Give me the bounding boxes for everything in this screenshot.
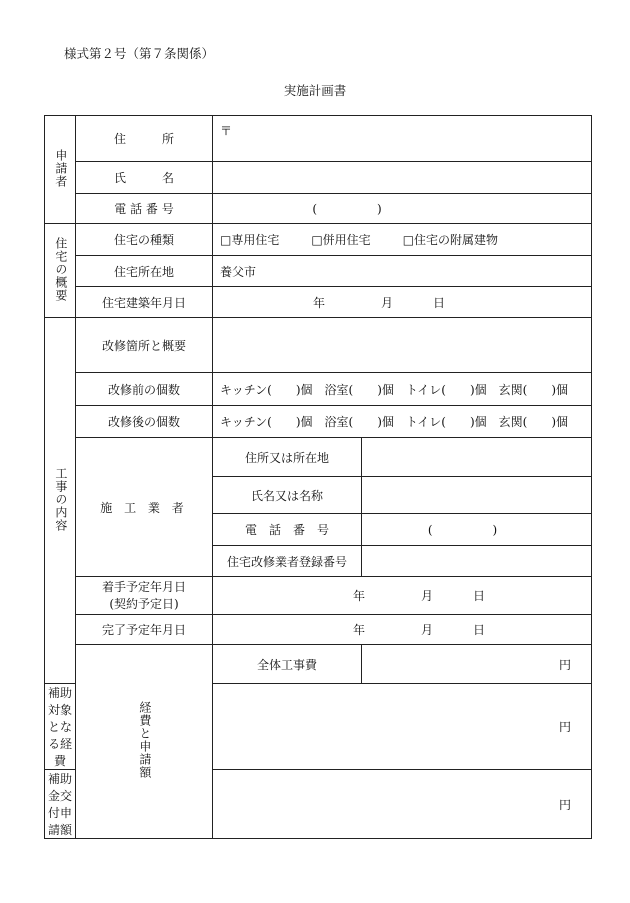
form-title: 実施計画書 — [283, 83, 347, 98]
checkbox-combined[interactable]: □併用住宅 — [311, 233, 371, 247]
total-cost-field[interactable]: 円 — [362, 645, 592, 684]
row-total-cost — [45, 645, 592, 684]
before-count-label: 改修前の個数 — [76, 373, 213, 406]
start-date-field[interactable]: 年 月 日 — [213, 577, 592, 615]
row-start-date — [45, 577, 592, 615]
places-field[interactable] — [213, 318, 592, 373]
house-built-field[interactable]: 年 月 日 — [213, 287, 592, 318]
row-house-type — [45, 224, 592, 256]
places-label: 改修箇所と概要 — [76, 318, 213, 373]
contractor-address-label: 住所又は所在地 — [213, 438, 362, 477]
name-field[interactable] — [213, 162, 592, 194]
row-phone — [45, 194, 592, 224]
requested-amount-label: 補助金交付申請額 — [45, 770, 76, 839]
row-before-count — [45, 373, 592, 406]
eligible-cost-label: 補助対象となる経費 — [45, 684, 76, 770]
contractor-phone-field[interactable]: ( ) — [362, 514, 592, 546]
checkbox-annex[interactable]: □住宅の附属建物 — [402, 233, 499, 247]
row-name — [45, 162, 592, 194]
plan-form-table — [44, 115, 592, 839]
house-built-label: 住宅建築年月日 — [76, 287, 213, 318]
row-places — [45, 318, 592, 373]
requested-amount-field[interactable]: 円 — [213, 770, 592, 839]
registration-field[interactable] — [362, 546, 592, 577]
row-contractor-address — [45, 438, 592, 477]
before-count-field[interactable]: キッチン( )個 浴室( )個 トイレ( )個 玄関( )個 — [213, 373, 592, 406]
end-date-label: 完了予定年月日 — [76, 615, 213, 645]
section-house: 住宅の概要 — [45, 224, 76, 318]
house-location-field[interactable]: 養父市 — [213, 256, 592, 287]
registration-label: 住宅改修業者登録番号 — [213, 546, 362, 577]
row-address — [45, 116, 592, 162]
section-work: 工事の内容 — [45, 318, 76, 684]
contractor-phone-label: 電 話 番 号 — [213, 514, 362, 546]
row-house-built — [45, 287, 592, 318]
after-count-label: 改修後の個数 — [76, 406, 213, 438]
checkbox-dedicated[interactable]: □専用住宅 — [220, 233, 280, 247]
form-number: 様式第２号（第７条関係） — [64, 46, 215, 61]
address-label: 住 所 — [76, 116, 213, 162]
eligible-cost-field[interactable]: 円 — [213, 684, 592, 770]
house-type-label: 住宅の種類 — [76, 224, 213, 256]
contractor-label: 施 工 業 者 — [76, 438, 213, 577]
name-label: 氏 名 — [76, 162, 213, 194]
end-date-field[interactable]: 年 月 日 — [213, 615, 592, 645]
contractor-address-field[interactable] — [362, 438, 592, 477]
section-costs: 経費と申請額 — [76, 645, 213, 839]
after-count-field[interactable]: キッチン( )個 浴室( )個 トイレ( )個 玄関( )個 — [213, 406, 592, 438]
row-house-location — [45, 256, 592, 287]
house-type-options — [213, 224, 592, 256]
total-cost-label: 全体工事費 — [213, 645, 362, 684]
phone-label: 電 話 番 号 — [76, 194, 213, 224]
start-date-label: 着手予定年月日 (契約予定日) — [76, 577, 213, 615]
row-after-count — [45, 406, 592, 438]
row-end-date — [45, 615, 592, 645]
contractor-name-field[interactable] — [362, 477, 592, 514]
address-field[interactable]: 〒 — [213, 116, 592, 162]
phone-field[interactable]: ( ) — [213, 194, 592, 224]
section-applicant: 申請者 — [45, 116, 76, 224]
contractor-name-label: 氏名又は名称 — [213, 477, 362, 514]
house-location-label: 住宅所在地 — [76, 256, 213, 287]
